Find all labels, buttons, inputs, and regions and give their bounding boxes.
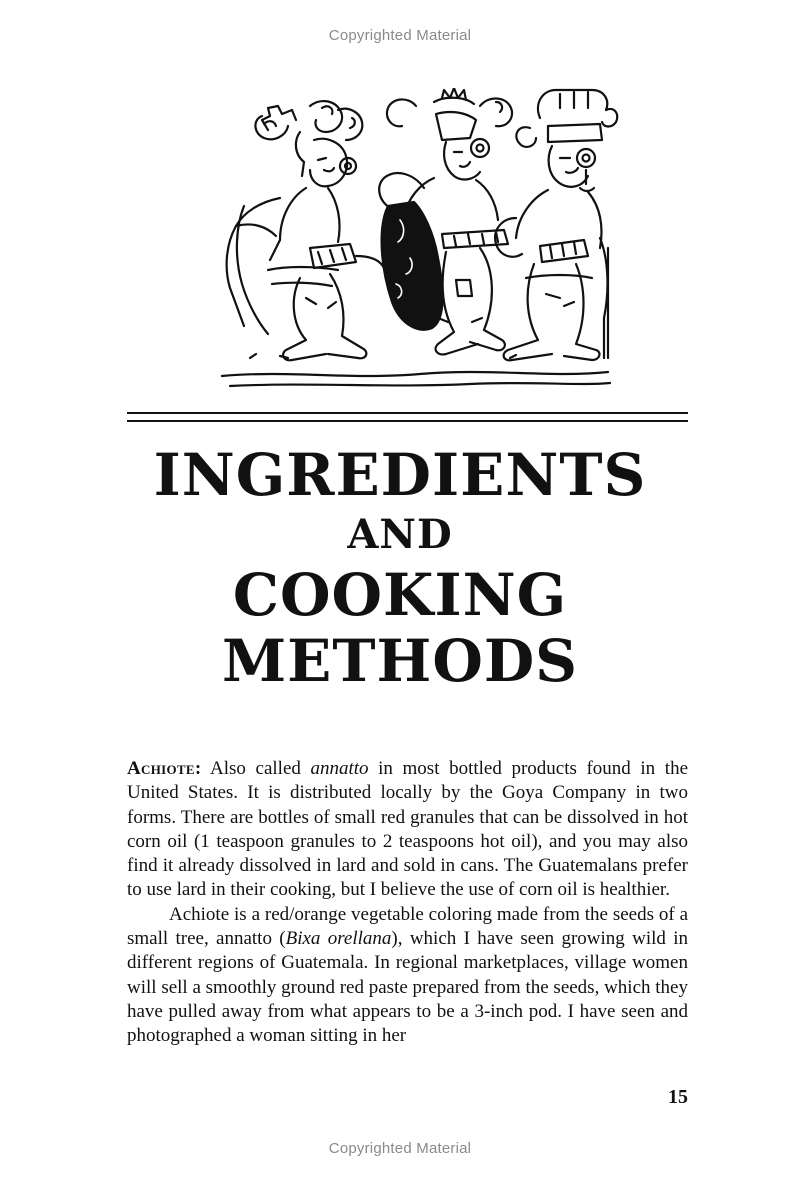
paragraph-text: in most bottled products found in the United States. It is distributed locally by the Goya Company in two forms. There are bottles of small red granules that can be dissolved in hot corn oil (1 teaspoon granules to 2 teaspoons hot oil), and you may also find it already dissolved in lard and sold in cans. The Guatemalans prefer to use lard in their cooking, but I believe the use of corn oil is healthier.: [127, 758, 688, 901]
paragraph-text: ), which I have seen growing wild in different regions of Guatemala. In regional marketplaces, village women will sell a smoothly ground red paste prepared from the seeds, which they have pulled away from what appears to be a 3-inch pod. I have seen and photographed a woman sitting in her: [127, 928, 688, 1047]
body-text: [127, 757, 688, 1049]
chapter-title-line-1: INGREDIENTS: [153, 441, 647, 509]
italic-latin-name: Bixa orellana: [285, 928, 392, 950]
watermark-bottom: Copyrighted Material: [328, 1140, 472, 1157]
chapter-title-line-2: AND: [347, 511, 453, 558]
chapter-title-line-3: COOKING: [232, 561, 568, 629]
right-figure: [495, 90, 617, 360]
paragraph-achiote-description: [127, 903, 688, 1049]
left-figure: [227, 101, 384, 360]
paragraph-text: Also called: [201, 758, 311, 779]
glossary-term: Achiote:: [127, 758, 202, 779]
paragraph-achiote-intro: [127, 757, 688, 903]
bottom-rule: [127, 420, 688, 422]
page-number: 15: [668, 1086, 688, 1108]
mayan-figures-illustration: [210, 88, 620, 393]
watermark-top: Copyrighted Material: [328, 27, 472, 44]
top-rule: [127, 412, 688, 414]
chapter-title-line-4: METHODS: [221, 627, 579, 695]
italic-term: annatto: [310, 758, 369, 779]
center-figure: [379, 88, 512, 354]
paragraph-text: Achiote is a red/orange vegetable coloring made from the seeds of a small tree, annatto (: [127, 903, 688, 950]
